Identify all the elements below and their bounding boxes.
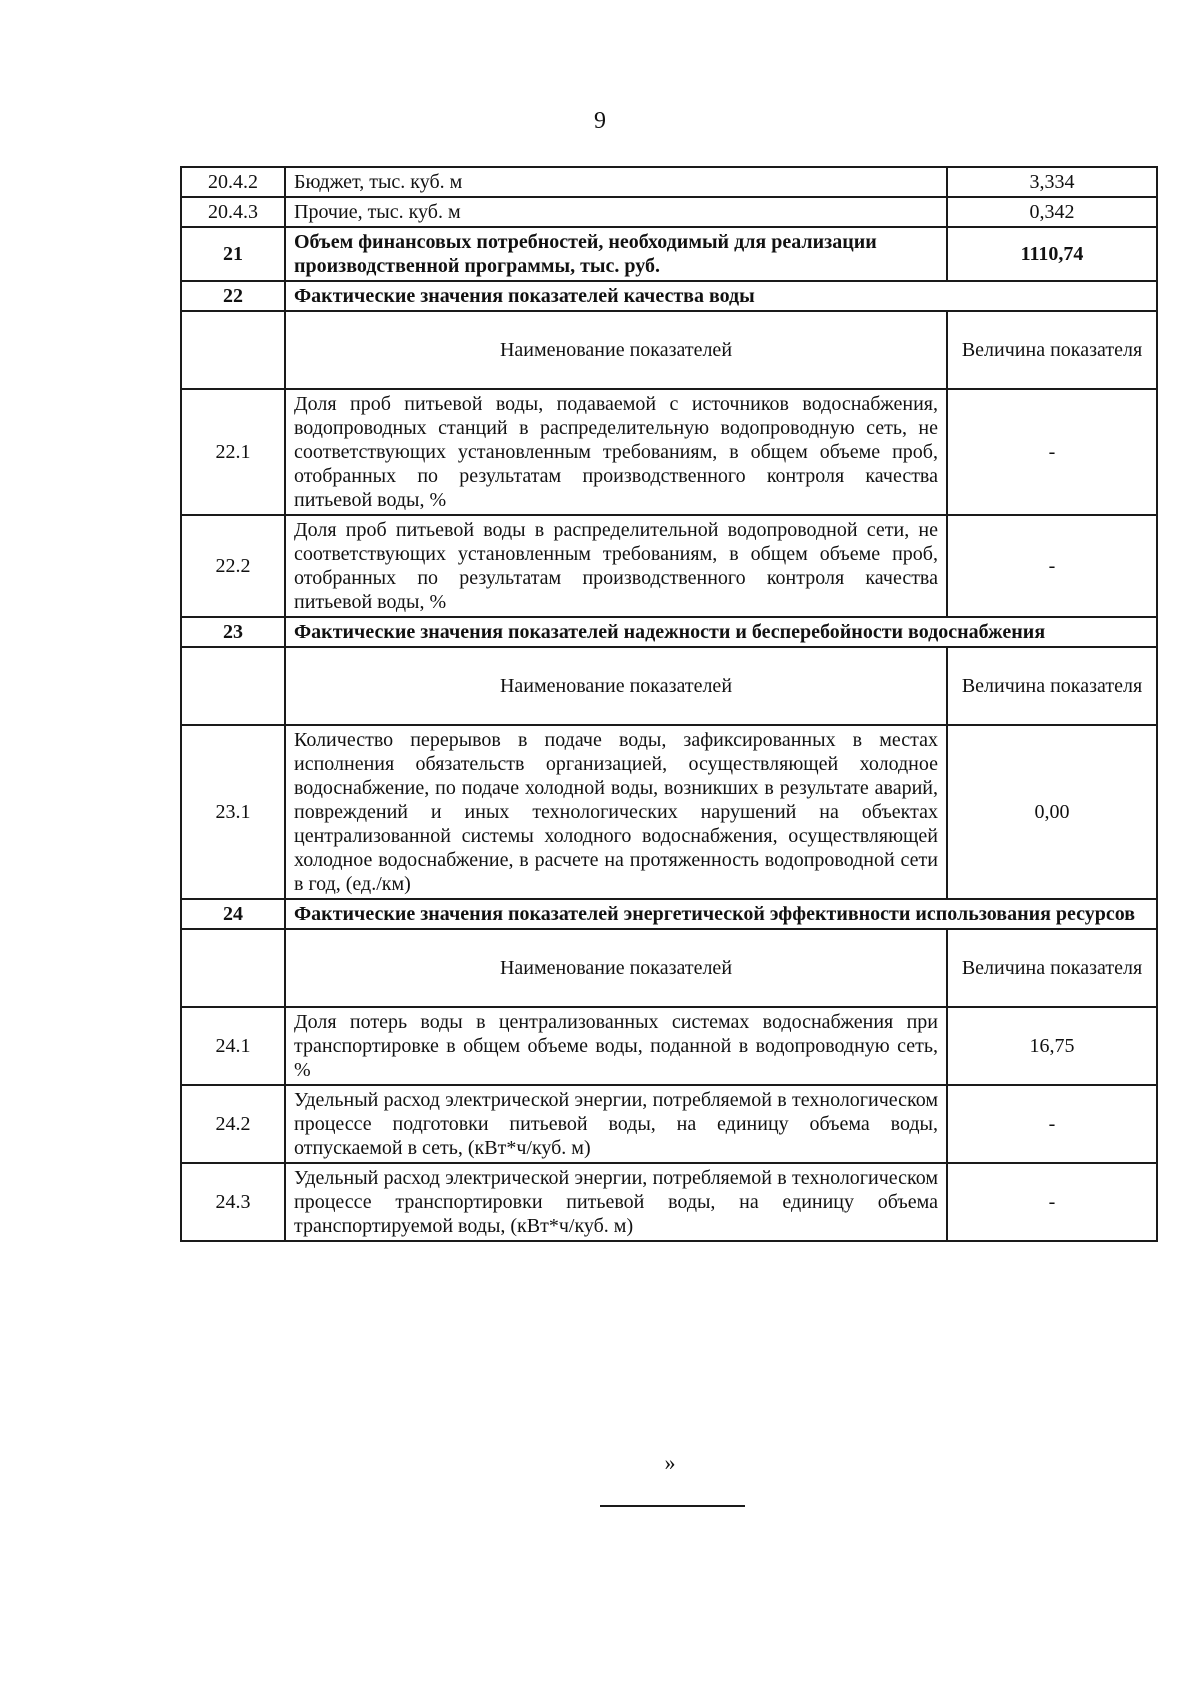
row-value: 0,342 <box>947 197 1157 227</box>
row-name: Удельный расход электрической энергии, потребляемой в технологическом процессе подготовки питьевой воды, на единицу объема воды, отпускаемой в сеть, (кВт*ч/куб. м) <box>285 1085 947 1163</box>
row-name: Прочие, тыс. куб. м <box>285 197 947 227</box>
row-name: Объем финансовых потребностей, необходимый для реализации производственной программы, тыс. руб. <box>285 227 947 281</box>
section-row <box>181 281 1157 311</box>
row-value: - <box>947 1085 1157 1163</box>
row-name: Количество перерывов в подаче воды, зафиксированных в местах исполнения обязательств организацией, осуществляющей холодное водоснабжение, по подаче холодной воды, возникших в результате аварий, повреждений и иных технологических нарушений на объектах централизованной системы холодного водоснабжения, осуществляющей холодное водоснабжение, в расчете на протяженность водопроводной сети в год, (ед./км) <box>285 725 947 899</box>
section-number: 24 <box>181 899 285 929</box>
row-number: 24.1 <box>181 1007 285 1085</box>
header-empty-cell <box>181 647 285 725</box>
section-row <box>181 617 1157 647</box>
header-empty-cell <box>181 929 285 1007</box>
header-value: Величина показателя <box>947 311 1157 389</box>
header-value: Величина показателя <box>947 647 1157 725</box>
header-name: Наименование показателей <box>285 647 947 725</box>
row-number: 22.1 <box>181 389 285 515</box>
page-number: 9 <box>594 108 606 134</box>
table-row <box>181 1163 1157 1241</box>
table-row <box>181 167 1157 197</box>
row-number: 20.4.3 <box>181 197 285 227</box>
section-number: 23 <box>181 617 285 647</box>
table-row <box>181 227 1157 281</box>
column-header-row <box>181 647 1157 725</box>
row-value: 0,00 <box>947 725 1157 899</box>
row-number: 20.4.2 <box>181 167 285 197</box>
row-number: 24.2 <box>181 1085 285 1163</box>
table-row <box>181 1007 1157 1085</box>
table-row <box>181 389 1157 515</box>
row-name: Удельный расход электрической энергии, потребляемой в технологическом процессе транспортировки питьевой воды, на единицу объема транспортируемой воды, (кВт*ч/куб. м) <box>285 1163 947 1241</box>
row-value: - <box>947 389 1157 515</box>
row-number: 22.2 <box>181 515 285 617</box>
header-name: Наименование показателей <box>285 929 947 1007</box>
row-value: 1110,74 <box>947 227 1157 281</box>
column-header-row <box>181 929 1157 1007</box>
header-value: Величина показателя <box>947 929 1157 1007</box>
end-divider <box>600 1505 745 1507</box>
closing-quote: » <box>664 1450 676 1475</box>
header-name: Наименование показателей <box>285 311 947 389</box>
table-row <box>181 725 1157 899</box>
row-name: Доля проб питьевой воды в распределительной водопроводной сети, не соответствующих установленным требованиям, в общем объеме проб, отобранных по результатам производственного контроля качества питьевой воды, % <box>285 515 947 617</box>
row-value: 3,334 <box>947 167 1157 197</box>
section-title: Фактические значения показателей качества воды <box>285 281 1157 311</box>
column-header-row <box>181 311 1157 389</box>
row-value: 16,75 <box>947 1007 1157 1085</box>
table-row <box>181 1085 1157 1163</box>
row-number: 21 <box>181 227 285 281</box>
row-value: - <box>947 515 1157 617</box>
section-row <box>181 899 1157 929</box>
table-row <box>181 197 1157 227</box>
section-number: 22 <box>181 281 285 311</box>
indicators-table <box>180 166 1158 1242</box>
row-name: Бюджет, тыс. куб. м <box>285 167 947 197</box>
table-row <box>181 515 1157 617</box>
row-number: 24.3 <box>181 1163 285 1241</box>
row-value: - <box>947 1163 1157 1241</box>
row-number: 23.1 <box>181 725 285 899</box>
row-name: Доля проб питьевой воды, подаваемой с источников водоснабжения, водопроводных станций в распределительную водопроводную сеть, не соответствующих установленным требованиям, в общем объеме проб, отобранных по результатам производственного контроля качества питьевой воды, % <box>285 389 947 515</box>
header-empty-cell <box>181 311 285 389</box>
section-title: Фактические значения показателей надежности и бесперебойности водоснабжения <box>285 617 1157 647</box>
section-title: Фактические значения показателей энергетической эффективности использования ресурсов <box>285 899 1157 929</box>
row-name: Доля потерь воды в централизованных системах водоснабжения при транспортировке в общем объеме воды, поданной в водопроводную сеть, % <box>285 1007 947 1085</box>
